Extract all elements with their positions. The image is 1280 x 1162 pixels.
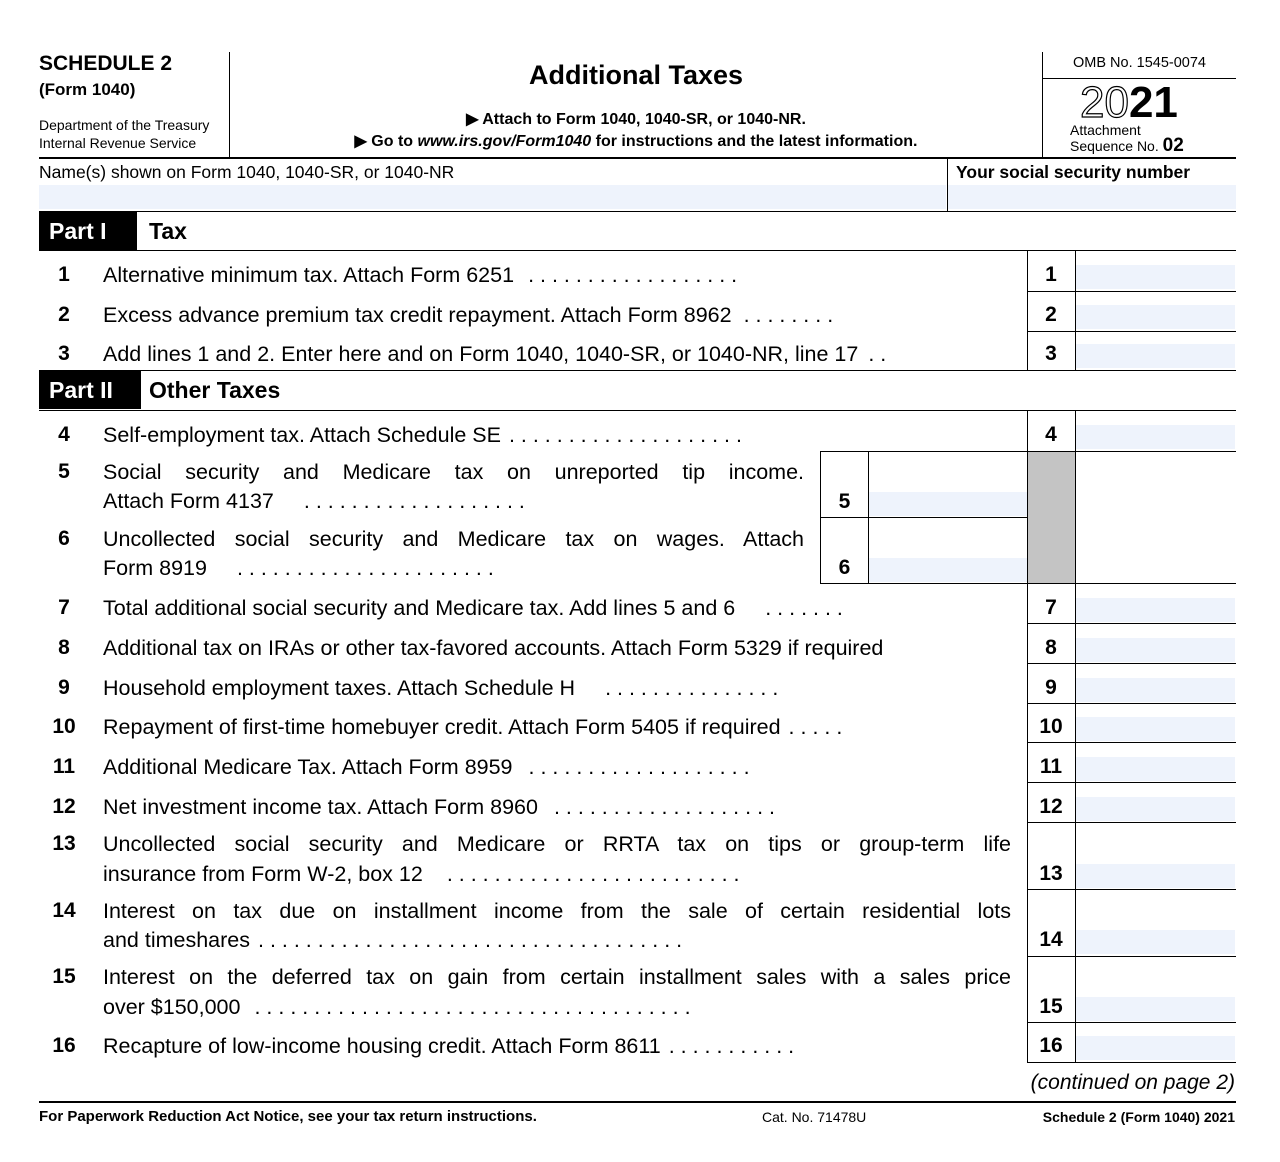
- line-11-text: [103, 755, 750, 780]
- line-11-number: 11: [52, 755, 76, 778]
- line-16-box-number: 16: [1039, 1034, 1063, 1057]
- goto-suffix: for instructions and the latest information.: [591, 133, 918, 150]
- goto-prefix: ▶ Go to: [354, 133, 418, 150]
- line-4-label: Self-employment tax. Attach Schedule SE: [103, 423, 501, 447]
- line-10-box-number: 10: [1039, 715, 1063, 738]
- line-5-text-1: Social security and Medicare tax on unreported tip income.: [103, 460, 804, 484]
- tax-year: [1080, 78, 1178, 128]
- line-7-text: [103, 596, 843, 621]
- name-bottom-rule: [39, 211, 1236, 212]
- line-7-amount[interactable]: [1076, 598, 1235, 622]
- line-11-label: Additional Medicare Tax. Attach Form 8959: [103, 755, 513, 779]
- line-12-amount[interactable]: [1076, 797, 1235, 821]
- line-3-number: 3: [58, 342, 70, 365]
- line-16-text: [103, 1034, 794, 1059]
- line-8-label: Additional tax on IRAs or other tax-favored accounts. Attach Form 5329 if required: [103, 636, 884, 660]
- line-15-dots: . . . . . . . . . . . . . . . . . . . . . . . . . . . . . . . . . . . . .: [254, 995, 691, 1019]
- line-8-number: 8: [58, 636, 70, 659]
- line-15-number: 15: [52, 965, 76, 988]
- line-10-rule: [1027, 742, 1236, 743]
- line-6-text-2: [103, 556, 494, 581]
- line-10-text: [103, 715, 842, 740]
- line-14-text-1: Interest on tax due on installment income from the sale of certain residential lots: [103, 899, 1011, 923]
- line-9-label: Household employment taxes. Attach Schedule H: [103, 676, 576, 700]
- line-16-label: Recapture of low-income housing credit. Attach Form 8611: [103, 1034, 661, 1058]
- footer-rule: [39, 1101, 1236, 1103]
- line-10-label: Repayment of first-time homebuyer credit. Attach Form 5405 if required: [103, 715, 781, 739]
- line-1-rule: [1027, 291, 1236, 292]
- line-13-amount[interactable]: [1076, 864, 1235, 888]
- paperwork-notice: For Paperwork Reduction Act Notice, see your tax return instructions.: [39, 1108, 537, 1125]
- tax-year-bold: 21: [1128, 78, 1178, 127]
- line-4-number: 4: [58, 423, 70, 446]
- line-16-amount[interactable]: [1076, 1036, 1235, 1060]
- line-14-label: and timeshares: [103, 928, 250, 952]
- line-1-number: 1: [58, 263, 70, 286]
- ssn-label: Your social security number: [956, 162, 1191, 182]
- line-8-text: [103, 636, 883, 661]
- sequence-value: 02: [1162, 135, 1184, 156]
- service-label: Internal Revenue Service: [39, 135, 197, 151]
- part2-label: Part II: [39, 371, 141, 409]
- line-16-dots: . . . . . . . . . . .: [668, 1034, 795, 1058]
- line-12-text: [103, 795, 775, 820]
- line-4-dots: . . . . . . . . . . . . . . . . . . . .: [508, 423, 742, 447]
- line-3-dots: . .: [868, 342, 887, 366]
- catalog-number: Cat. No. 71478U: [762, 1109, 867, 1125]
- goto-instruction: [230, 131, 1042, 151]
- schedule-footer-ref: Schedule 2 (Form 1040) 2021: [1042, 1109, 1235, 1125]
- header-bottom-rule: [39, 157, 1236, 159]
- line-6-label: Form 8919: [103, 556, 207, 580]
- line-8-box-number: 8: [1045, 636, 1057, 659]
- line-10-amount[interactable]: [1076, 717, 1235, 741]
- line-5-text-2: [103, 489, 525, 514]
- line-3-box-number: 3: [1045, 342, 1057, 365]
- part1-rule: [39, 250, 1236, 251]
- line-14-text-2: [103, 928, 682, 953]
- form-label: (Form 1040): [39, 80, 136, 99]
- line-5-dots: . . . . . . . . . . . . . . . . . . .: [303, 489, 525, 513]
- line-8-rule: [1027, 663, 1236, 664]
- line-2-rule: [1027, 331, 1236, 332]
- line-15-box-number: 15: [1039, 995, 1063, 1018]
- line-6-box-number: 6: [838, 556, 851, 579]
- line-11-dots: . . . . . . . . . . . . . . . . . . .: [528, 755, 750, 779]
- line-13-text-1: Uncollected social security and Medicare or RRTA tax on tips or group-term life: [103, 832, 1011, 856]
- attach-instruction: ▶ Attach to Form 1040, 1040-SR, or 1040-NR.: [466, 111, 806, 128]
- line-7-rule: [1027, 623, 1236, 624]
- line-14-number: 14: [52, 899, 76, 922]
- line-1-text: [103, 263, 737, 288]
- line-1-box-number: 1: [1045, 263, 1057, 286]
- line-13-label: insurance from Form W-2, box 12: [103, 862, 423, 886]
- line-6-number: 6: [58, 527, 70, 550]
- line-5-box-number: 5: [838, 490, 851, 513]
- line-3-amount[interactable]: [1076, 344, 1235, 368]
- line-4-box-number: 4: [1045, 423, 1057, 446]
- line-1-label: Alternative minimum tax. Attach Form 6251: [103, 263, 515, 287]
- line-7-label: Total additional social security and Medicare tax. Add lines 5 and 6: [103, 596, 736, 620]
- line-8-amount[interactable]: [1076, 638, 1235, 662]
- line-2-text: [103, 303, 833, 328]
- line-12-dots: . . . . . . . . . . . . . . . . . . .: [553, 795, 775, 819]
- line-11-amount[interactable]: [1076, 757, 1235, 781]
- part2-rule: [39, 410, 1236, 411]
- line-7-box-number: 7: [1045, 596, 1057, 619]
- line-15-label: over $150,000: [103, 995, 241, 1019]
- line-15-amount[interactable]: [1076, 997, 1235, 1021]
- line-13-box-number: 13: [1039, 862, 1063, 885]
- name-label: Name(s) shown on Form 1040, 1040-SR, or 1040-NR: [39, 162, 455, 182]
- line-1-amount[interactable]: [1076, 265, 1235, 289]
- line-15-text-2: [103, 995, 691, 1020]
- part1-title: Tax: [149, 218, 187, 244]
- part2-title: Other Taxes: [149, 377, 281, 403]
- line-13-text-2: [103, 862, 740, 887]
- line-15-rule: [1027, 1022, 1236, 1023]
- sequence-label: Sequence No.: [1070, 138, 1159, 154]
- continued-note: (continued on page 2): [1030, 1071, 1235, 1094]
- line-2-amount[interactable]: [1076, 305, 1235, 329]
- line-9-amount[interactable]: [1076, 678, 1235, 702]
- name-input[interactable]: [39, 185, 946, 209]
- line-12-label: Net investment income tax. Attach Form 8960: [103, 795, 538, 819]
- line-4-amount[interactable]: [1076, 425, 1235, 449]
- line-15-text-1: Interest on the deferred tax on gain from certain installment sales with a sales price: [103, 965, 1011, 989]
- line-14-box-number: 14: [1039, 928, 1063, 951]
- line-3-text: [103, 342, 886, 367]
- part1-label: Part I: [39, 212, 137, 250]
- line-4-text: [103, 423, 742, 448]
- line-16-number: 16: [52, 1034, 76, 1057]
- line-6-dots: . . . . . . . . . . . . . . . . . . . . . .: [236, 556, 494, 580]
- line-9-box-number: 9: [1045, 676, 1057, 699]
- line-2-dots: . . . . . . . .: [743, 303, 834, 327]
- line-5-rule: [820, 517, 1027, 518]
- line-9-number: 9: [58, 676, 70, 699]
- tax-year-outline: 20: [1080, 78, 1129, 127]
- line-11-rule: [1027, 782, 1236, 783]
- line-5-number: 5: [58, 460, 70, 483]
- sequence-number: [1070, 135, 1184, 157]
- line-14-rule: [1027, 956, 1236, 957]
- line-11-box-number: 11: [1039, 755, 1063, 778]
- line-14-amount[interactable]: [1076, 930, 1235, 954]
- attachment-label: Attachment: [1070, 122, 1141, 138]
- line-13-dots: . . . . . . . . . . . . . . . . . . . . . . . . .: [446, 862, 740, 886]
- line-1-dots: . . . . . . . . . . . . . . . . . .: [528, 263, 738, 287]
- line-5-amount[interactable]: [869, 492, 1027, 516]
- omb-number: OMB No. 1545-0074: [1073, 55, 1206, 71]
- line-3-label: Add lines 1 and 2. Enter here and on Form 1040, 1040-SR, or 1040-NR, line 17: [103, 342, 859, 366]
- line-13-rule: [1027, 889, 1236, 890]
- line-9-text: [103, 676, 778, 701]
- line-6-rule: [820, 583, 1236, 584]
- shaded-box: [1028, 452, 1075, 583]
- line-6-text-1: Uncollected social security and Medicare tax on wages. Attach: [103, 527, 804, 551]
- line-9-dots: . . . . . . . . . . . . . . .: [605, 676, 779, 700]
- line-12-number: 12: [52, 795, 76, 818]
- department-label: Department of the Treasury: [39, 117, 210, 133]
- irs-url-link[interactable]: www.irs.gov/Form1040: [417, 133, 592, 150]
- schedule-label: SCHEDULE 2: [39, 52, 173, 75]
- line-10-number: 10: [52, 715, 76, 738]
- line-6-amount[interactable]: [869, 558, 1027, 582]
- ssn-input[interactable]: [948, 185, 1236, 209]
- line-2-label: Excess advance premium tax credit repayment. Attach Form 8962: [103, 303, 732, 327]
- line-7-dots: . . . . . . .: [765, 596, 843, 620]
- line-16-rule: [1027, 1062, 1236, 1063]
- line-5-label: Attach Form 4137: [103, 489, 274, 513]
- form-title: Additional Taxes: [528, 60, 744, 90]
- line-7-number: 7: [58, 596, 70, 619]
- line-12-box-number: 12: [1039, 795, 1063, 818]
- line-14-dots: . . . . . . . . . . . . . . . . . . . . . . . . . . . . . . . . . . . .: [258, 928, 683, 952]
- line-2-box-number: 2: [1045, 303, 1057, 326]
- line-13-number: 13: [52, 832, 76, 855]
- line-12-rule: [1027, 822, 1236, 823]
- line-9-rule: [1027, 703, 1236, 704]
- line-2-number: 2: [58, 303, 70, 326]
- line-10-dots: . . . . .: [788, 715, 843, 739]
